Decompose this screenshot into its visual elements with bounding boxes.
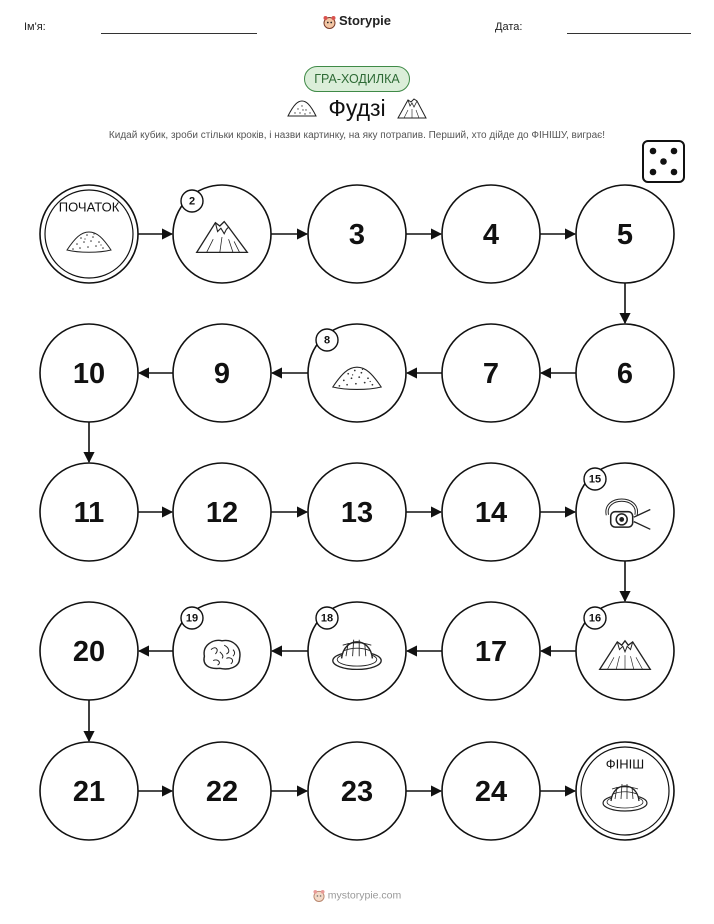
board-cell[interactable] [576,463,674,561]
start-cell[interactable] [40,185,138,283]
game-type-badge: ГРА-ХОДИЛКА [304,66,410,92]
brand-name: Storypie [338,13,391,28]
title-text: Фудзі [328,95,386,121]
cell-number: 19 [185,612,199,625]
board-cell[interactable] [576,602,674,700]
instructions: Кидай кубик, зроби стільки кроків, і назви картинку, на яку потрапив. Перший, хто дійде до ФІНІШУ, виграє! [108,130,606,141]
cell-number: 22 [205,776,239,808]
board-cell[interactable] [308,742,406,840]
cell-number: 4 [482,219,500,251]
cell-number: 17 [474,636,508,668]
cell-number: 6 [616,358,634,390]
cell-number: 15 [588,473,602,486]
board-cell[interactable] [40,324,138,422]
board-cell[interactable] [308,185,406,283]
cell-number: 12 [205,497,239,529]
cell-number: 20 [72,636,106,668]
cell-number: 10 [72,358,106,390]
cell-number: 9 [213,358,231,390]
board-cells [40,185,674,840]
board-cell[interactable] [40,463,138,561]
date-label: Дата: [495,21,523,33]
cell-number: 2 [188,195,196,208]
board-cell[interactable] [442,324,540,422]
cell-number: 24 [474,776,508,808]
board-cell[interactable] [576,324,674,422]
cell-number: 3 [348,219,366,251]
board-cell[interactable] [308,324,406,422]
board-cell[interactable] [173,463,271,561]
board-cell[interactable] [442,742,540,840]
board-cell[interactable] [308,463,406,561]
board-cell[interactable] [40,602,138,700]
finish-label: ФІНІШ [605,756,645,772]
cell-number: 14 [474,497,508,529]
footer-site: mystorypie.com [327,889,402,902]
board-cell[interactable] [40,742,138,840]
footer [0,889,714,902]
cell-number: 13 [340,497,374,529]
lava-rock-icon [204,640,240,669]
board-cell[interactable] [173,742,271,840]
cell-number: 21 [72,776,106,808]
board-cell[interactable] [173,185,271,283]
cell-number: 8 [323,334,331,347]
cell-number: 11 [73,497,105,529]
cell-number: 5 [616,219,634,251]
board-cell[interactable] [173,602,271,700]
start-label: ПОЧАТОК [58,199,120,215]
board-cell[interactable] [576,185,674,283]
storypie-logo-icon [313,889,325,902]
cell-number: 7 [482,358,500,390]
cell-number: 18 [320,612,334,625]
board-cell[interactable] [442,602,540,700]
board-cell[interactable] [308,602,406,700]
board-cell[interactable] [442,463,540,561]
cell-number: 23 [340,776,374,808]
board-cell[interactable] [173,324,271,422]
name-label: Ім'я: [24,21,46,33]
dice-icon [643,141,684,182]
cell-number: 16 [588,612,602,625]
board-cell[interactable] [442,185,540,283]
finish-cell[interactable] [576,742,674,840]
